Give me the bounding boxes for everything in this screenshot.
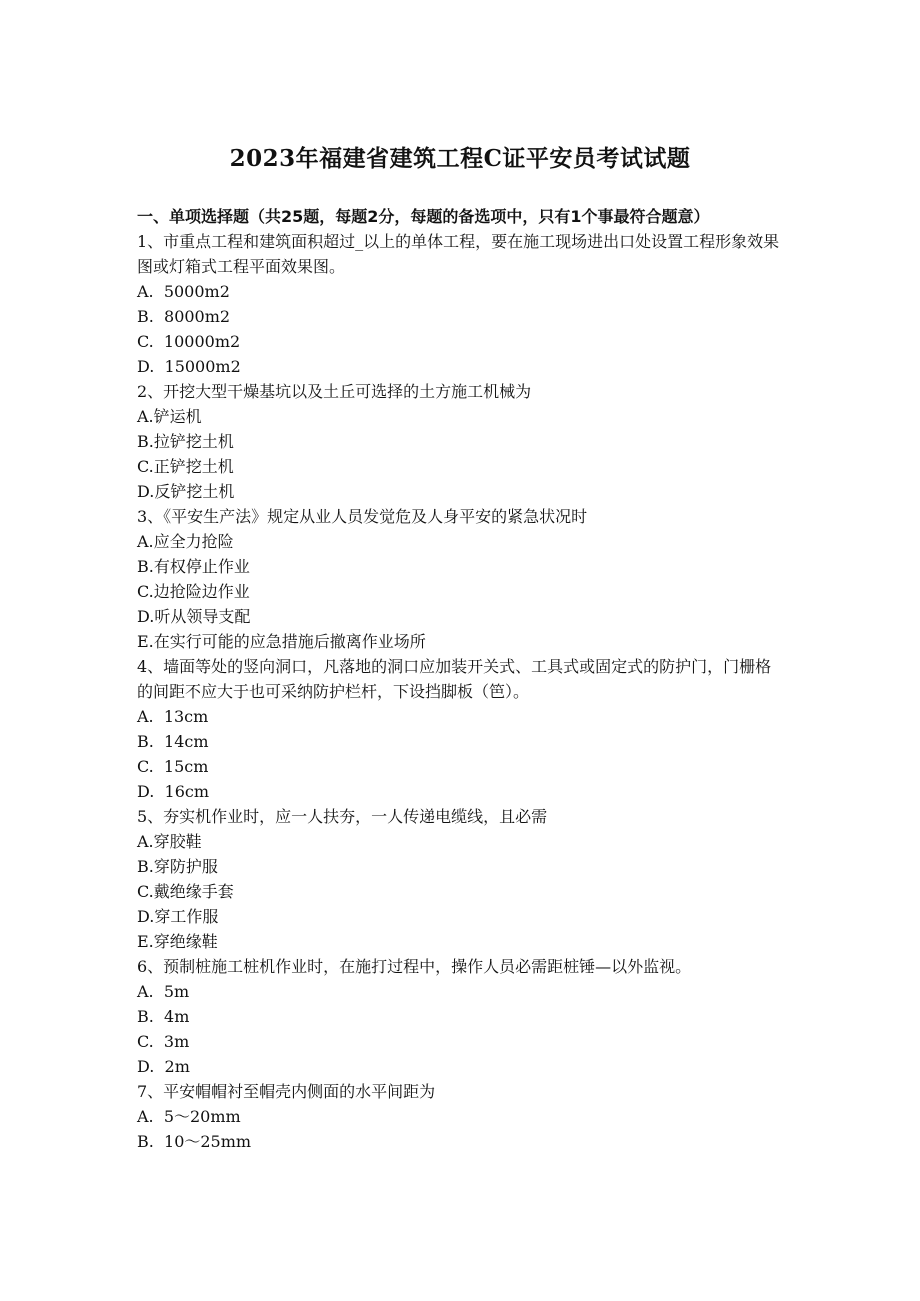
question-text: 1、市重点工程和建筑面积超过_以上的单体工程，要在施工现场进出口处设置工程形象效果图或灯箱式工程平面效果图。 <box>137 232 780 276</box>
option: D. 15000m2 <box>137 357 241 376</box>
option: B.穿防护服 <box>137 857 218 876</box>
option: D.穿工作服 <box>137 907 219 926</box>
option: A. 5000m2 <box>137 282 230 301</box>
option: A.穿胶鞋 <box>137 832 202 851</box>
option: D. 2m <box>137 1057 190 1076</box>
option: B. 4m <box>137 1007 190 1026</box>
option: B. 10～25mm <box>137 1132 252 1151</box>
question-1 <box>137 229 787 379</box>
question-text: 2、开挖大型干燥基坑以及土丘可选择的土方施工机械为 <box>137 382 532 401</box>
question-5 <box>137 804 787 954</box>
option: A. 5m <box>137 982 190 1001</box>
option: E.穿绝缘鞋 <box>137 932 218 951</box>
option: C.边抢险边作业 <box>137 582 250 601</box>
question-text: 6、预制桩施工桩机作业时，在施打过程中，操作人员必需距桩锤—以外监视。 <box>137 957 692 976</box>
option: B.有权停止作业 <box>137 557 250 576</box>
page-title: 2023年福建省建筑工程C证平安员考试试题 <box>229 145 691 172</box>
option: D.反铲挖土机 <box>137 482 235 501</box>
option: C. 10000m2 <box>137 332 241 351</box>
option: B. 8000m2 <box>137 307 231 326</box>
question-text: 3、《平安生产法》规定从业人员发觉危及人身平安的紧急状况时 <box>137 507 588 526</box>
question-text: 7、平安帽帽衬至帽壳内侧面的水平间距为 <box>137 1082 436 1101</box>
option: A.铲运机 <box>137 407 202 426</box>
option: A. 5～20mm <box>137 1107 241 1126</box>
option: A.应全力抢险 <box>137 532 234 551</box>
option: D.听从领导支配 <box>137 607 251 626</box>
question-2 <box>137 379 787 504</box>
option: B.拉铲挖土机 <box>137 432 234 451</box>
option: C. 3m <box>137 1032 190 1051</box>
question-3 <box>137 504 787 654</box>
option: C.戴绝缘手套 <box>137 882 234 901</box>
question-text: 4、墙面等处的竖向洞口，凡落地的洞口应加装开关式、工具式或固定式的防护门，门栅格的间距不应大于也可采纳防护栏杆，下设挡脚板（笆）。 <box>137 657 772 701</box>
option: C. 15cm <box>137 757 209 776</box>
option: D. 16cm <box>137 782 210 801</box>
option: C.正铲挖土机 <box>137 457 234 476</box>
question-4 <box>137 654 787 804</box>
question-6 <box>137 954 787 1079</box>
question-list <box>137 204 787 1154</box>
section-heading: 一、单项选择题（共25题，每题2分，每题的备选项中，只有1个事最符合题意） <box>137 207 710 226</box>
question-7 <box>137 1079 787 1154</box>
option: B. 14cm <box>137 732 209 751</box>
question-text: 5、夯实机作业时，应一人扶夯，一人传递电缆线，且必需 <box>137 807 548 826</box>
option: E.在实行可能的应急措施后撤离作业场所 <box>137 632 426 651</box>
option: A. 13cm <box>137 707 209 726</box>
